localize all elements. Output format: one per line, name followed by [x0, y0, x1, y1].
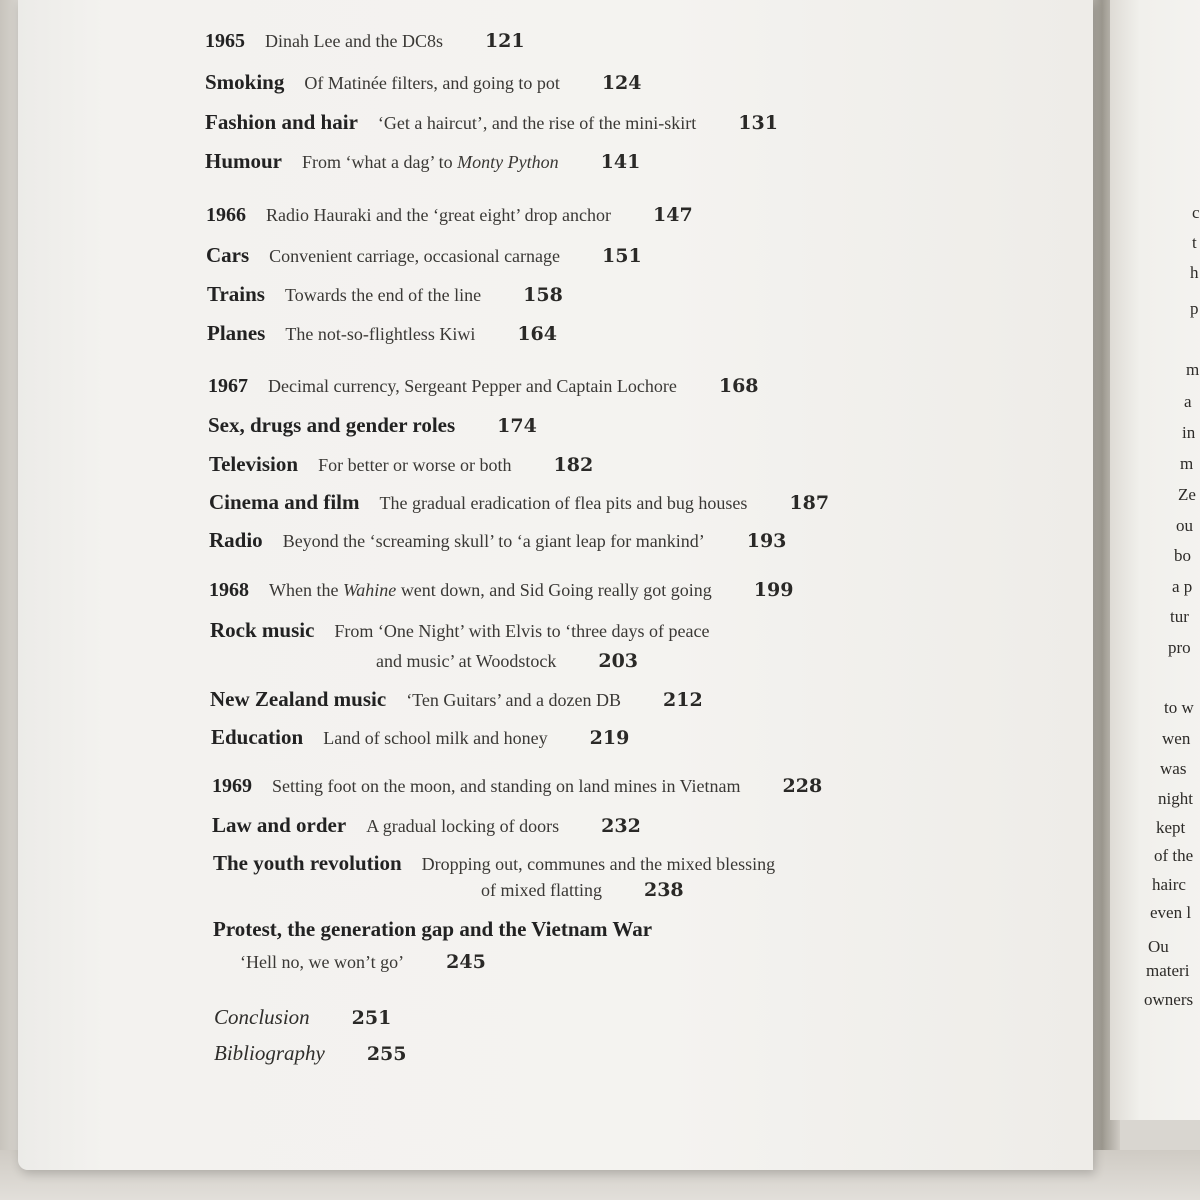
toc-page-number: 158: [523, 284, 563, 306]
toc-heading: Education: [211, 725, 304, 749]
toc-page-number: 164: [517, 323, 557, 345]
toc-page-number: 245: [446, 951, 486, 973]
toc-entry-1965: [205, 30, 525, 53]
toc-heading: Smoking: [205, 70, 285, 94]
toc-heading: Cinema and film: [209, 490, 360, 514]
toc-entry-humour: [205, 149, 640, 174]
toc-heading: Trains: [207, 282, 265, 306]
toc-page-number: 131: [738, 112, 778, 134]
toc-description: Beyond the ‘screaming skull’ to ‘a giant leap for mankind’: [282, 531, 705, 551]
toc-description: Setting foot on the moon, and standing on land mines in Vietnam: [272, 776, 741, 796]
toc-description: and music’ at Woodstock: [376, 651, 557, 671]
toc-entry-cars: [206, 243, 642, 268]
toc-description: Decimal currency, Sergeant Pepper and Captain Lochore: [268, 376, 677, 396]
toc-page-number: 141: [600, 151, 641, 173]
toc-description-text: went down, and Sid Going really got going: [396, 580, 712, 600]
toc-entry-youth-revolution-cont: [481, 879, 684, 901]
toc-description: of mixed flatting: [481, 880, 602, 900]
toc-heading: New Zealand music: [210, 687, 387, 711]
toc-heading: Rock music: [210, 618, 315, 642]
toc-heading: Conclusion: [214, 1005, 310, 1029]
toc-entry-protest: [213, 917, 652, 942]
facing-fragment: Ze: [1178, 485, 1196, 504]
facing-fragment: ou: [1176, 516, 1193, 535]
facing-fragment: owners: [1144, 990, 1194, 1009]
facing-fragment: a: [1184, 392, 1192, 411]
facing-fragment: m: [1180, 454, 1194, 473]
toc-entry-bibliography: [214, 1041, 407, 1066]
toc-entry-trains: [207, 282, 563, 307]
toc-description: Dinah Lee and the DC8s: [265, 31, 443, 51]
toc-heading: Humour: [205, 149, 283, 173]
toc-entry-rock-music-cont: [376, 650, 638, 672]
toc-entry-protest-cont: [240, 951, 486, 973]
toc-page-number: 238: [643, 879, 684, 901]
toc-entry-conclusion: [214, 1005, 391, 1030]
toc-entry-rock-music: [210, 618, 710, 643]
toc-heading: Law and order: [212, 813, 347, 837]
toc-heading: Protest, the generation gap and the Vietnam War: [213, 917, 653, 941]
facing-fragment: a p: [1172, 577, 1193, 596]
facing-fragment: h: [1190, 263, 1199, 282]
toc-entry-cinema: [209, 490, 829, 515]
toc-heading: 1967: [208, 375, 248, 397]
toc-heading: 1968: [209, 579, 249, 601]
toc-description-text: When the: [269, 580, 343, 600]
toc-page-number: 219: [589, 727, 630, 749]
toc-description: Land of school milk and honey: [323, 728, 548, 748]
facing-fragment: bo: [1174, 546, 1191, 565]
toc-entry-law-order: [212, 813, 641, 838]
toc-description: For better or worse or both: [318, 455, 512, 475]
toc-entry-1966: [206, 204, 693, 227]
toc-entry-1968: [209, 579, 793, 602]
toc-description: Radio Hauraki and the ‘great eight’ drop anchor: [266, 205, 612, 225]
facing-fragment: c: [1192, 203, 1200, 222]
facing-fragment: kept: [1156, 818, 1186, 837]
toc-entry-1967: [208, 375, 759, 398]
toc-description: From ‘One Night’ with Elvis to ‘three days of peace: [334, 621, 710, 641]
toc-entry-education: [211, 725, 629, 750]
toc-heading: Fashion and hair: [205, 110, 358, 134]
toc-description-title: Wahine: [342, 580, 397, 600]
toc-description: [269, 580, 712, 601]
facing-page: [1110, 0, 1200, 1120]
toc-heading: Planes: [207, 321, 266, 345]
facing-fragment: of the: [1154, 846, 1194, 865]
toc-entry-television: [209, 452, 593, 477]
toc-page-number: 124: [601, 72, 642, 94]
facing-fragment: t: [1192, 233, 1197, 252]
facing-fragment: m: [1186, 360, 1200, 379]
toc-page-number: 121: [484, 30, 525, 52]
toc-page-number: 193: [746, 530, 787, 552]
table-of-contents: [18, 0, 1098, 1100]
toc-description-text: From ‘what a dag’ to: [302, 152, 458, 172]
toc-page-number: 199: [753, 579, 794, 601]
toc-heading: Radio: [209, 528, 263, 552]
toc-description: Towards the end of the line: [284, 285, 482, 305]
toc-description: The not-so-flightless Kiwi: [285, 324, 476, 344]
toc-page-number: 203: [598, 650, 639, 672]
toc-description: Of Matinée filters, and going to pot: [304, 73, 560, 93]
toc-description: ‘Ten Guitars’ and a dozen DB: [406, 690, 622, 710]
book-page: [18, 0, 1093, 1170]
toc-page-number: 174: [497, 415, 537, 437]
facing-fragment: to w: [1164, 698, 1194, 717]
facing-fragment: materi: [1146, 961, 1190, 980]
toc-page-number: 212: [663, 689, 703, 711]
toc-page-number: 168: [718, 375, 759, 397]
toc-entry-radio: [209, 528, 786, 553]
toc-page-number: 187: [789, 492, 830, 514]
toc-heading: 1966: [206, 204, 246, 226]
facing-fragment: Ou: [1148, 937, 1169, 956]
facing-fragment: pro: [1168, 638, 1191, 657]
toc-page-number: 147: [653, 204, 693, 226]
toc-description: ‘Hell no, we won’t go’: [240, 952, 405, 972]
toc-description: Convenient carriage, occasional carnage: [269, 246, 561, 266]
toc-description-title: Monty Python: [457, 152, 559, 172]
toc-entry-smoking: [205, 70, 642, 95]
toc-heading: 1965: [205, 30, 245, 52]
toc-page-number: 228: [782, 775, 823, 797]
facing-fragment: p: [1190, 299, 1199, 318]
toc-description: ‘Get a haircut’, and the rise of the mini-skirt: [377, 113, 697, 133]
facing-fragment: night: [1158, 789, 1193, 808]
facing-fragment: even l: [1150, 903, 1192, 922]
toc-page-number: 251: [351, 1007, 392, 1029]
toc-heading: 1969: [212, 775, 252, 797]
toc-description: [302, 152, 559, 173]
facing-fragment: hairc: [1152, 875, 1186, 894]
toc-entry-planes: [207, 321, 557, 346]
toc-page-number: 232: [601, 815, 641, 837]
toc-page-number: 255: [366, 1043, 407, 1065]
toc-heading: The youth revolution: [213, 851, 402, 875]
facing-fragment: wen: [1162, 729, 1191, 748]
toc-heading: Sex, drugs and gender roles: [208, 413, 456, 437]
toc-description: A gradual locking of doors: [366, 816, 560, 836]
toc-page-number: 151: [602, 245, 642, 267]
toc-entry-nz-music: [210, 687, 703, 712]
toc-heading: Bibliography: [214, 1041, 325, 1065]
toc-description: The gradual eradication of flea pits and bug houses: [379, 493, 748, 513]
toc-entry-fashion: [205, 110, 778, 135]
toc-heading: Television: [209, 452, 299, 476]
toc-heading: Cars: [206, 243, 250, 267]
facing-fragment: in: [1182, 423, 1196, 442]
toc-page-number: 182: [553, 454, 594, 476]
toc-description: Dropping out, communes and the mixed blessing: [421, 854, 776, 874]
facing-fragment: tur: [1170, 607, 1189, 626]
toc-entry-youth-revolution: [213, 851, 775, 876]
toc-entry-sex-drugs: [208, 413, 537, 438]
toc-entry-1969: [212, 775, 822, 798]
facing-fragment: was: [1160, 759, 1187, 778]
